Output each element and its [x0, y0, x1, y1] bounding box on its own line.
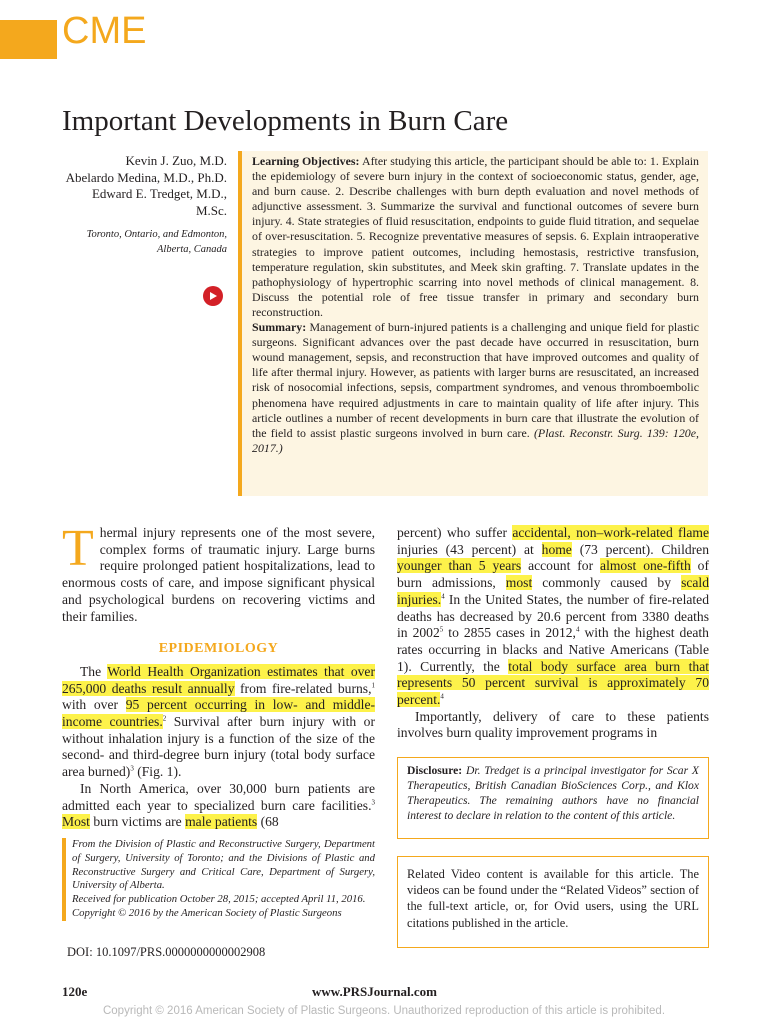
cme-accent-bar [0, 20, 57, 59]
learning-objectives-label: Learning Objectives: [252, 154, 360, 168]
highlight: most [505, 575, 533, 591]
summary [252, 320, 699, 456]
highlight: home [541, 541, 572, 557]
intro-text: hermal injury represents one of the most severe, complex forms of traumatic injury. Large burns require prolonged patient hospitalizations, lead to enormous costs of care, and impose significant physical and psychological burdens on recovering victims and their families. [62, 525, 375, 624]
section-heading: EPIDEMIOLOGY [158, 641, 279, 657]
disclosure-text: Dr. Tredget is a principal investigator for Scar X Therapeutics, British Canadian BioSciences Corp., and Klox Therapeutics. The remaining authors have no financial interest to declare in relation to the content of this article. [407, 764, 699, 822]
learning-objectives [252, 154, 699, 320]
right-column [397, 525, 709, 742]
learning-objectives-text: After studying this article, the participant should be able to: 1. Explain the epidemiology of severe burn injury in the context of socioeconomic status, gender, age, and burn cause. 2. Describe challenges with burn depth evaluation and novel methods of adjunctive assessment. 3. Summarize the survival and functional outcomes of severe burn injury. 4. State strategies of fluid resuscitation, endpoints to guide fluid titration, and sequelae of over-resuscitation. 5. Recognize preventative measures of sepsis. 6. Explain intraoperative strategies to improve patient outcomes, including hemostasis, restrictive transfusion, temperature regulation, skin substitutes, and Meek skin grafting. 7. Translate updates in the pathophysiology of hypertrophic scarring into novel methods of clinical management. 8. Discuss the potential role of free tissue transfer in primary and secondary burn reconstruction. [252, 154, 699, 319]
footnote-affiliation: From the Division of Plastic and Reconstructive Surgery, Department of Surgery, University of Toronto; and the Divisions of Plastic and Reconstructive Surgery and Critical Care, Department of Surgery, University of Alberta. [72, 838, 375, 892]
epidemiology-paragraph-1: The World Health Organization estimates that over 265,000 deaths result annually from fire-related burns,$^1$ with over 95 percent occurring in low- and middle-income countries.$^2$ Survival after burn injury with or without inhalation injury is a function of the size of the second- and third-degree burn injury (total body surface area burned)$^3$ (Fig. 1). [62, 663, 376, 780]
journal-url[interactable]: www.PRSJournal.com [312, 984, 437, 999]
highlight: scald injuries. [397, 575, 709, 607]
section-label: CME [62, 10, 147, 52]
disclosure-box [397, 757, 709, 839]
highlight: male patients [185, 814, 258, 830]
author-block [60, 153, 227, 257]
author-name: Kevin J. Zuo, M.D. [125, 153, 227, 168]
highlight: Most [62, 814, 90, 830]
highlight: 95 percent occurring in low- and middle-income countries. [62, 697, 376, 730]
left-column [62, 520, 376, 831]
related-video-box [397, 856, 709, 948]
intro-paragraph [62, 520, 375, 625]
author-name: Edward E. Tredget, M.D., M.Sc. [91, 186, 227, 219]
author-affiliation: Toronto, Ontario, and Edmonton, Alberta, Canada [86, 228, 227, 255]
abstract-box [238, 151, 708, 496]
summary-label: Summary: [252, 320, 307, 335]
page-number: 120e [62, 984, 88, 999]
highlight: accidental, non–work-related flame [512, 525, 709, 540]
disclosure-label: Disclosure: [407, 764, 463, 777]
copyright-notice: Copyright © 2016 American Society of Plastic Surgeons. Unauthorized reproduction of this article is prohibited. [102, 1005, 666, 1017]
epidemiology-paragraph-3: Importantly, delivery of care to these patients involves burn quality improvement programs in [397, 708, 709, 741]
highlight: World Health Organization estimates that over 265,000 deaths result annually [62, 663, 375, 696]
drop-cap: T [62, 520, 94, 577]
epidemiology-paragraph-2-cont: percent) who suffer accidental, non–work-related flame injuries (43 percent) at home (73 percent). Children younger than 5 years account for almost one-fifth of burn admissions, most commonly caused by scald injuries.$^4$ In the United States, the number of fire-related deaths has decreased by 20.6 percent from 3380 deaths in 2002$^5$ to 2855 cases in 2012,$^4$ with the highest death rates occurring in blacks and Native Americans (Table 1). Currently, the total body surface area burn that represents 50 percent survival is approximately 70 percent.$^4$ [397, 525, 710, 708]
footnote-box [62, 838, 375, 921]
author-name: Abelardo Medina, M.D., Ph.D. [65, 169, 227, 185]
footnote-copyright: Copyright © 2016 by the American Society of Plastic Surgeons [72, 906, 342, 919]
highlight: younger than 5 years [397, 558, 522, 574]
epidemiology-paragraph-2-start: In North America, over 30,000 burn patients are admitted each year to specialized burn care facilities.$^3$ Most burn victims are male patients (68 [62, 780, 375, 830]
summary-text: Management of burn-injured patients is a challenging and unique field for plastic surgeons. Significant advances over the past decade have occurred in resuscitation, burn wound management, sepsis, and reconstruction that have improved outcomes and quality of life after thermal injury. However, as patients with larger burns are resuscitated, an increased risk of nosocomial infections, sepsis, compartment syndromes, and venous thromboembolic phenomena have required adjustments in care to maintain quality of life after injury. This article outlines a number of recent developments in burn care that illustrate the evolution of the field to assist plastic surgeons involved in burn care. [252, 320, 699, 440]
play-video-icon[interactable] [203, 286, 223, 306]
highlight: total body surface area burn that represents 50 percent survival is approximately 70 percent. [397, 658, 710, 708]
highlight: almost one-fifth [600, 558, 691, 574]
related-video-text: Related Video content is available for this article. The videos can be found under the “Related Videos” section of the full-text article, or, for Ovid users, using the URL citations published in the article. [407, 867, 699, 930]
article-title: Important Developments in Burn Care [62, 105, 509, 137]
citation: (Plast. Reconstr. Surg. 139: 120e, 2017.) [252, 425, 699, 455]
footnote-received: Received for publication October 28, 2015; accepted April 11, 2016. [72, 893, 366, 906]
doi: DOI: 10.1097/PRS.0000000000002908 [67, 945, 266, 959]
